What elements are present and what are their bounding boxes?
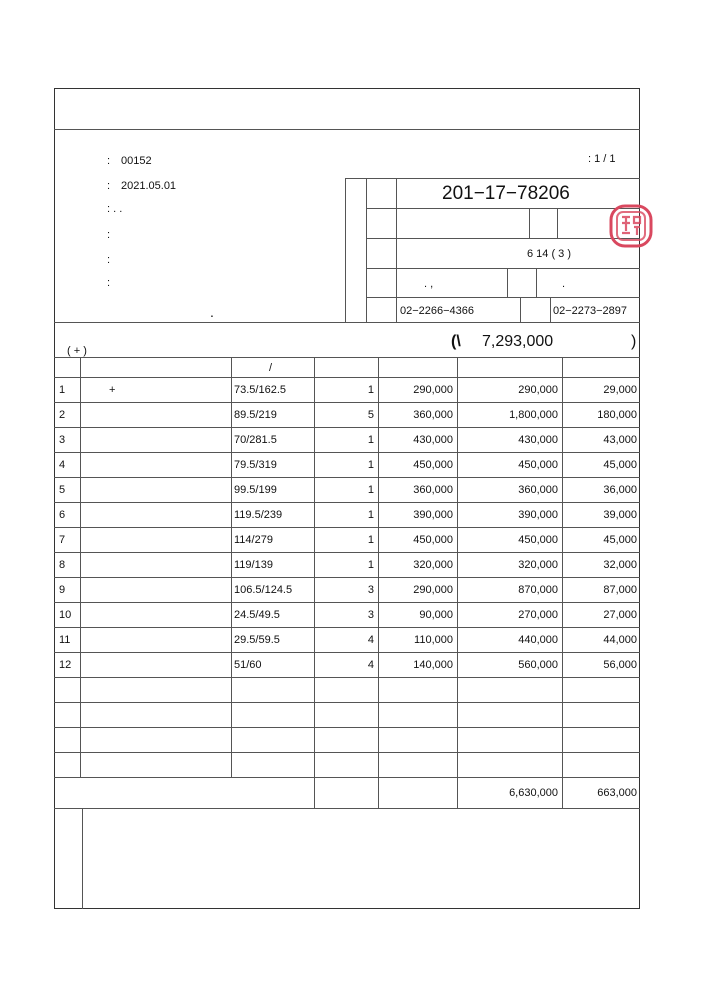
supplier-row4-split-a: [520, 297, 521, 322]
table-cell-price: 320,000: [413, 559, 453, 571]
table-cell-qty: 3: [367, 609, 374, 621]
supplier-label-col: [366, 178, 367, 322]
table-cell-spec: 119.5/239: [234, 509, 283, 521]
table-cell-amount: 430,000: [518, 434, 558, 446]
table-cell-no: 2: [59, 409, 66, 421]
table-cell-qty: 3: [367, 584, 374, 596]
header-line-4: :: [107, 229, 111, 241]
table-cell-amount: 360,000: [518, 484, 558, 496]
supplier-row-2: [366, 238, 640, 239]
table-cell-tax: 45,000: [603, 459, 637, 471]
table-cell-no: 3: [59, 434, 66, 446]
header-line-3: : . .: [107, 203, 123, 215]
table-cell-spec: 29.5/59.5: [234, 634, 280, 646]
sum-amount: 6,630,000: [509, 787, 558, 799]
supplier-row1-split-b: [557, 208, 558, 238]
table-cell-no: 1: [59, 384, 66, 396]
table-header-slash: /: [269, 362, 273, 374]
supplier-fax: 02−2273−2897: [553, 305, 628, 317]
supplier-row-4: [366, 297, 640, 298]
table-cell-amount: 560,000: [518, 659, 558, 671]
table-cell-tax: 43,000: [603, 434, 637, 446]
table-cell-amount: 450,000: [518, 534, 558, 546]
table-cell-name: [109, 528, 230, 552]
table-cell-no: 6: [59, 509, 66, 521]
supplier-row4-split-b: [550, 297, 551, 322]
table-cell-no: 11: [59, 634, 71, 646]
table-cell-name: [109, 578, 230, 602]
table-cell-no: 7: [59, 534, 66, 546]
table-cell-spec: 70/281.5: [234, 434, 277, 446]
table-cell-spec: 24.5/49.5: [234, 609, 280, 621]
doc-no: 00152: [121, 155, 152, 167]
table-cell-price: 140,000: [413, 659, 453, 671]
header-divider: [54, 322, 640, 323]
table-cell-price: 90,000: [419, 609, 453, 621]
table-cell-no: 10: [59, 609, 72, 621]
table-cell-name: +: [109, 384, 116, 396]
table-row-line: [54, 752, 640, 753]
table-cell-price: 360,000: [413, 409, 453, 421]
table-cell-tax: 44,000: [603, 634, 637, 646]
supplier-address: 6 14 ( 3 ): [527, 248, 572, 260]
table-col-line: [80, 357, 81, 777]
table-cell-amount: 870,000: [518, 584, 558, 596]
table-cell-tax: 180,000: [597, 409, 637, 421]
table-cell-qty: 4: [367, 634, 374, 646]
table-cell-name: [109, 628, 230, 652]
table-cell-qty: 1: [367, 534, 374, 546]
table-row-line: [54, 777, 640, 778]
header-dot: .: [210, 304, 214, 320]
table-cell-spec: 73.5/162.5: [234, 384, 286, 396]
table-cell-spec: 119/139: [234, 559, 273, 571]
table-bottom-line: [54, 808, 640, 809]
table-cell-price: 290,000: [413, 384, 453, 396]
memo-label-col: [82, 808, 83, 909]
table-cell-spec: 89.5/219: [234, 409, 277, 421]
table-cell-tax: 87,000: [603, 584, 637, 596]
table-cell-qty: 1: [367, 384, 374, 396]
table-cell-spec: 51/60: [234, 659, 262, 671]
table-cell-amount: 1,800,000: [509, 409, 558, 421]
doc-no-colon: :: [107, 155, 111, 167]
table-cell-price: 390,000: [413, 509, 453, 521]
total-prefix: (\: [451, 333, 461, 350]
table-cell-tax: 45,000: [603, 534, 637, 546]
table-col-line: [457, 357, 458, 808]
table-row-line: [54, 677, 640, 678]
table-cell-price: 110,000: [414, 634, 453, 646]
supplier-row4-text-a: . ,: [424, 278, 434, 290]
table-cell-qty: 1: [367, 509, 374, 521]
company-seal-stamp: [608, 203, 654, 249]
table-cell-tax: 27,000: [603, 609, 637, 621]
table-cell-spec: 99.5/199: [234, 484, 277, 496]
supplier-row-3: [366, 268, 640, 269]
table-cell-amount: 450,000: [518, 459, 558, 471]
supplier-value-col: [396, 178, 397, 322]
table-col-line: [378, 357, 379, 808]
table-cell-qty: 1: [367, 434, 374, 446]
table-col-line: [562, 357, 563, 808]
title-divider: [54, 129, 640, 130]
table-cell-amount: 440,000: [518, 634, 558, 646]
table-cell-no: 8: [59, 559, 66, 571]
business-number: 201−17−78206: [442, 183, 570, 204]
table-cell-name: [109, 503, 230, 527]
table-col-line: [314, 357, 315, 808]
table-cell-spec: 114/279: [234, 534, 273, 546]
supplier-row1-split-a: [529, 208, 530, 238]
table-cell-tax: 39,000: [603, 509, 637, 521]
table-cell-price: 360,000: [413, 484, 453, 496]
table-cell-name: [109, 603, 230, 627]
table-cell-tax: 56,000: [603, 659, 637, 671]
supplier-box-top: [345, 178, 640, 179]
table-cell-price: 290,000: [413, 584, 453, 596]
table-cell-name: [109, 453, 230, 477]
table-cell-name: [109, 428, 230, 452]
table-row-line: [54, 727, 640, 728]
date-colon: :: [107, 180, 111, 192]
table-cell-no: 9: [59, 584, 66, 596]
total-suffix: ): [631, 333, 637, 350]
total-amount: 7,293,000: [482, 333, 554, 350]
table-top-line: [54, 357, 640, 358]
table-cell-name: [109, 653, 230, 677]
table-cell-no: 12: [59, 659, 72, 671]
supplier-row3-split-a: [507, 268, 508, 297]
header-line-5: :: [107, 254, 111, 266]
header-line-6: :: [107, 277, 111, 289]
table-cell-amount: 320,000: [518, 559, 558, 571]
table-cell-tax: 29,000: [603, 384, 637, 396]
table-cell-name: [109, 553, 230, 577]
table-cell-spec: 106.5/124.5: [234, 584, 293, 596]
table-cell-name: [109, 403, 230, 427]
supplier-row-1: [366, 208, 640, 209]
table-cell-price: 430,000: [413, 434, 453, 446]
table-cell-qty: 1: [367, 459, 374, 471]
supplier-row3-split-b: [536, 268, 537, 297]
supplier-row4-text-b: .: [562, 278, 566, 290]
supplier-phone: 02−2266−4366: [400, 305, 475, 317]
table-cell-qty: 5: [367, 409, 374, 421]
issue-date: 2021.05.01: [121, 180, 177, 192]
table-cell-qty: 4: [367, 659, 374, 671]
summary-left-label: ( + ): [67, 345, 87, 357]
supplier-box-left: [345, 178, 346, 322]
table-row-line: [54, 702, 640, 703]
table-cell-amount: 270,000: [518, 609, 558, 621]
table-cell-amount: 390,000: [518, 509, 558, 521]
table-cell-amount: 290,000: [518, 384, 558, 396]
table-col-line: [231, 357, 232, 777]
page-indicator: : 1 / 1: [588, 153, 616, 165]
table-cell-qty: 1: [367, 484, 374, 496]
table-cell-spec: 79.5/319: [234, 459, 277, 471]
table-cell-tax: 36,000: [603, 484, 637, 496]
table-cell-price: 450,000: [413, 459, 453, 471]
table-cell-name: [109, 478, 230, 502]
table-cell-no: 5: [59, 484, 66, 496]
table-cell-no: 4: [59, 459, 66, 471]
sum-tax: 663,000: [597, 787, 637, 799]
table-cell-qty: 1: [367, 559, 374, 571]
table-cell-price: 450,000: [413, 534, 453, 546]
table-cell-tax: 32,000: [603, 559, 637, 571]
